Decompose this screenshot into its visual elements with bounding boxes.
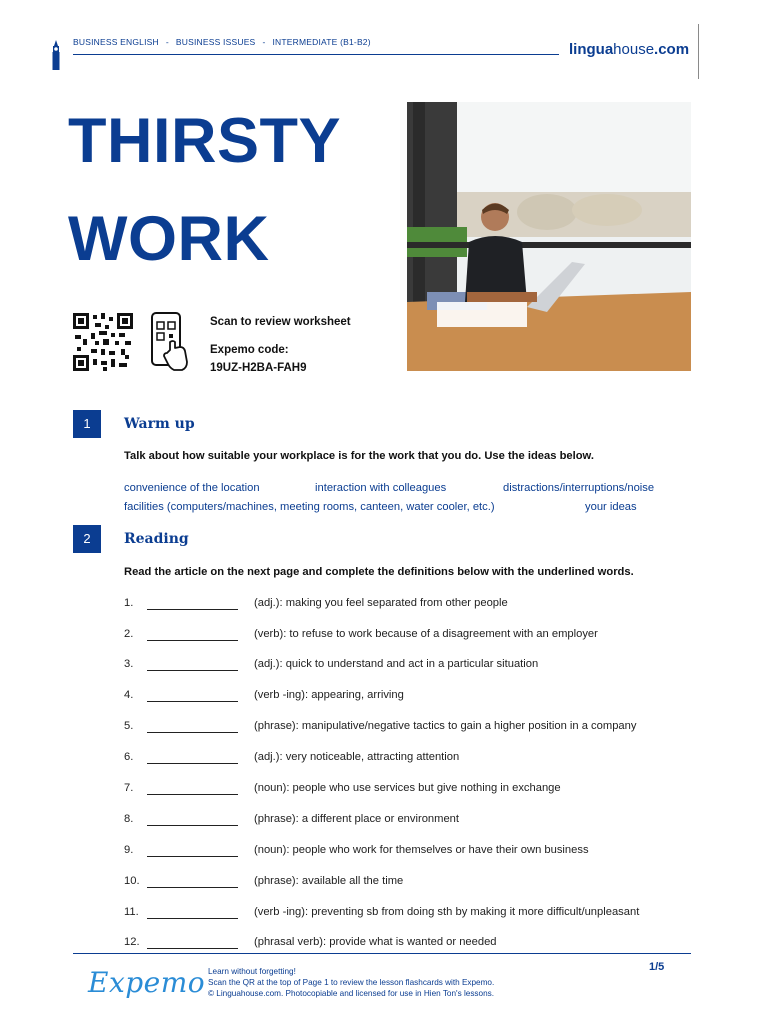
answer-blank[interactable] [147,609,238,610]
breadcrumb-separator: - [165,37,169,47]
answer-blank[interactable] [147,918,238,919]
warm-up-instruction: Talk about how suitable your workplace is for the work that you do. Use the ideas below. [124,450,594,462]
header-divider [73,54,559,55]
phone-scan-icon [150,312,192,372]
answer-blank[interactable] [147,794,238,795]
answer-blank[interactable] [147,640,238,641]
answer-blank[interactable] [147,732,238,733]
brand-logo[interactable]: linguahouse.com [569,41,690,58]
answer-blank[interactable] [147,856,238,857]
section-title-reading: Reading [124,531,189,547]
title-line: WORK [68,204,270,274]
breadcrumb-topic[interactable]: BUSINESS ISSUES [175,37,256,47]
footer-text [208,966,494,999]
answer-blank[interactable] [147,825,238,826]
qr-code[interactable] [73,313,133,371]
footer-tagline: Learn without forgetting! [208,967,296,976]
footer-copyright: © Linguahouse.com. Photocopiable and licensed for use in Hien Ton's lessons. [208,989,494,998]
answer-blank[interactable] [147,948,238,949]
section-number: 1 [73,410,101,438]
breadcrumb [73,37,371,47]
page-title [68,92,341,288]
page-number: 1/5 [649,961,665,973]
breadcrumb-separator: - [262,37,266,47]
reading-instruction: Read the article on the next page and complete the definitions below with the underlined words. [124,566,634,578]
footer-divider [73,953,691,954]
idea-item: your ideas [585,501,637,513]
idea-item: interaction with colleagues [315,482,447,494]
section-number: 2 [73,525,101,553]
idea-item: distractions/interruptions/noise [503,482,655,494]
idea-item: facilities (computers/machines, meeting rooms, canteen, water cooler, etc.) [124,501,495,513]
breadcrumb-level[interactable]: INTERMEDIATE (B1-B2) [272,37,371,47]
worksheet-photo [407,102,691,371]
footer-qr-note: Scan the QR at the top of Page 1 to review the lesson flashcards with Expemo. [208,978,495,987]
section-title-warm-up: Warm up [124,416,195,432]
expemo-code-value: 19UZ-H2BA-FAH9 [210,362,307,374]
big-ben-icon [50,40,62,70]
answer-blank[interactable] [147,887,238,888]
expemo-code-label: Expemo code: [210,344,289,356]
expemo-logo[interactable]: Expemo [88,966,206,999]
page-edge-divider [698,24,699,79]
answer-blank[interactable] [147,670,238,671]
title-line: THIRSTY [68,106,342,176]
qr-info [210,313,351,377]
breadcrumb-course[interactable]: BUSINESS ENGLISH [73,37,159,47]
idea-item: convenience of the location [124,482,260,494]
answer-blank[interactable] [147,763,238,764]
scan-label: Scan to review worksheet [210,316,351,328]
answer-blank[interactable] [147,701,238,702]
